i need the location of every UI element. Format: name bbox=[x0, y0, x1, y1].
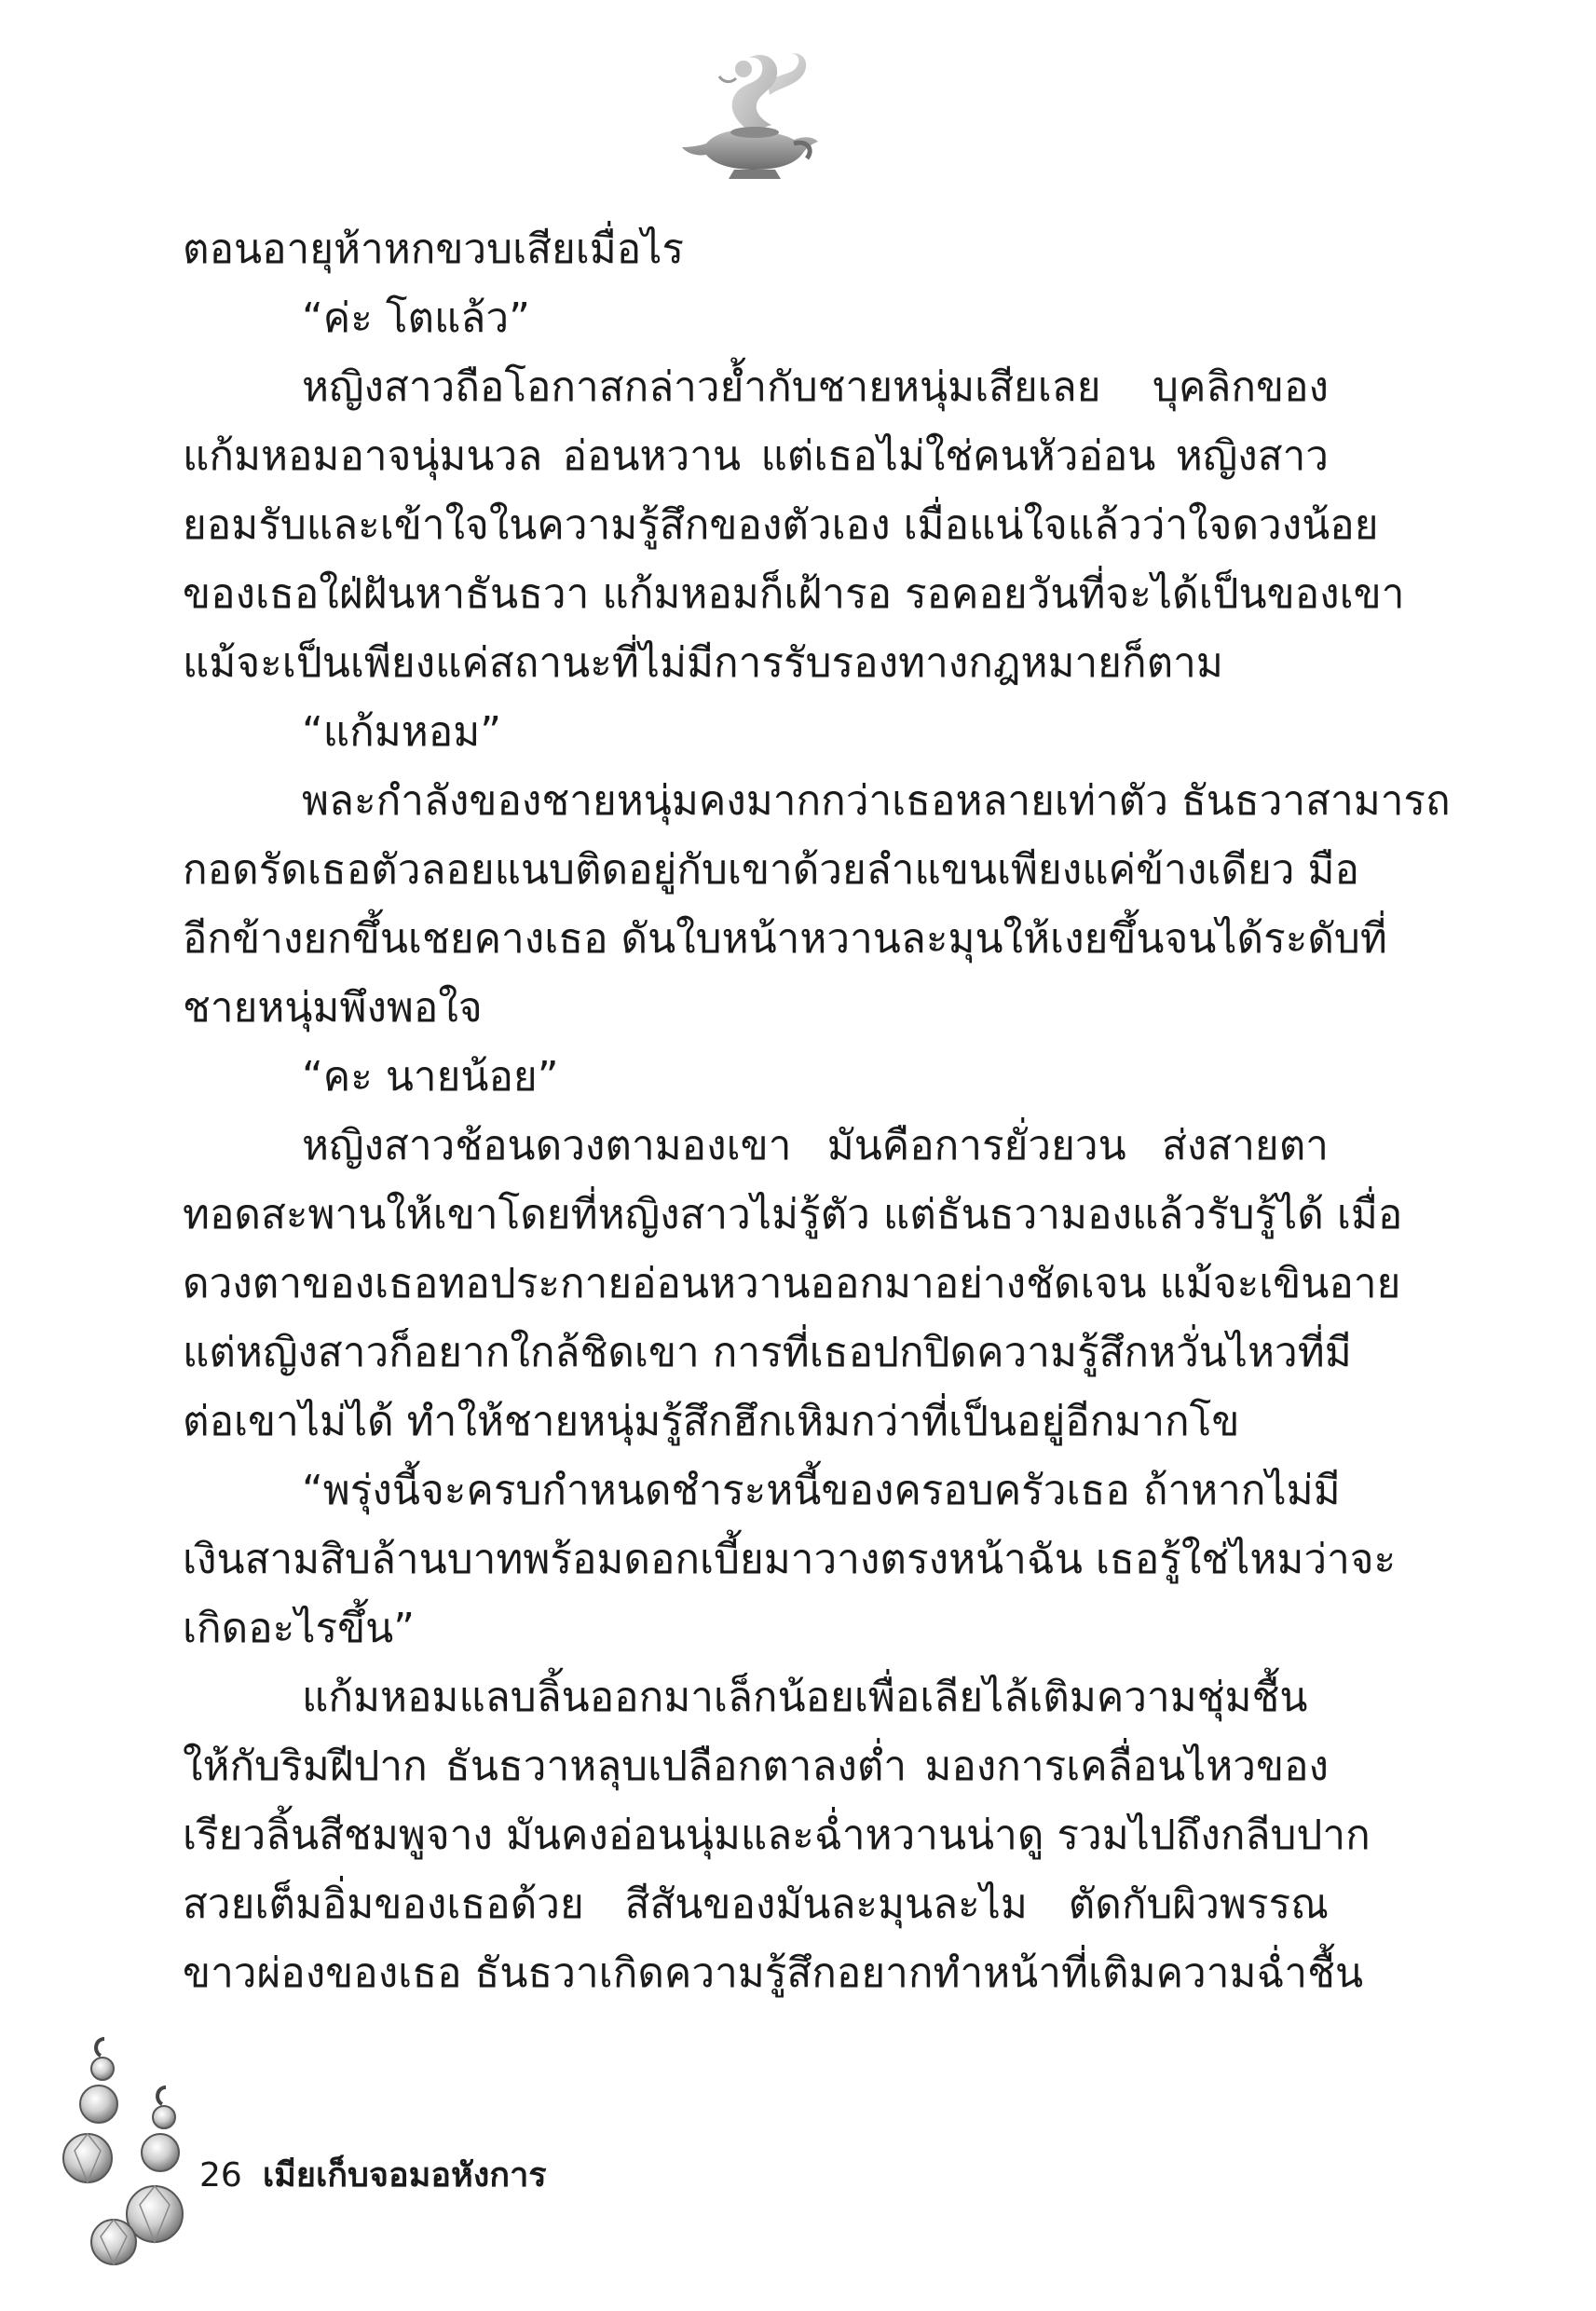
genie-lamp-ornament-icon bbox=[678, 47, 827, 186]
body-line: ทอดสะพานให้เขาโดยที่หญิงสาวไม่รู้ตัว แต่ธันธวามองแล้วรับรู้ได้ เมื่อ bbox=[183, 1191, 1403, 1238]
diamond-earring-icon bbox=[47, 2031, 205, 2302]
body-line: ชายหนุ่มพึงพอใจ bbox=[183, 984, 483, 1032]
body-line: เรียวลิ้นสีชมพูจาง มันคงอ่อนนุ่มและฉ่ำหวานน่าดู รวมไปถึงกลีบปาก bbox=[183, 1812, 1371, 1859]
body-line: ให้กับริมฝีปาก ธันธวาหลุบเปลือกตาลงต่ำ มองการเคลื่อนไหวของ bbox=[183, 1743, 1329, 1790]
paragraph-first-line: พละกำลังของชายหนุ่มคงมากกว่าเธอหลายเท่าตัว ธันธวาสามารถ bbox=[302, 777, 1451, 825]
body-line: ของเธอใฝ่ฝันหาธันธวา แก้มหอมก็เฝ้ารอ รอคอยวันที่จะได้เป็นของเขา bbox=[183, 570, 1405, 618]
dialogue-line: “แก้มหอม” bbox=[302, 708, 502, 756]
paragraph-first-line: หญิงสาวช้อนดวงตามองเขา มันคือการยั่วยวน ส่งสายตา bbox=[302, 1122, 1329, 1169]
body-line: ยอมรับและเข้าใจในความรู้สึกของตัวเอง เมื่อแน่ใจแล้วว่าใจดวงน้อย bbox=[183, 501, 1379, 549]
body-line: เงินสามสิบล้านบาทพร้อมดอกเบี้ยมาวางตรงหน้าฉัน เธอรู้ใช่ไหมว่าจะ bbox=[183, 1536, 1397, 1583]
body-line: ดวงตาของเธอทอประกายอ่อนหวานออกมาอย่างชัดเจน แม้จะเขินอาย bbox=[183, 1260, 1401, 1307]
body-line: สวยเต็มอิ่มของเธอด้วย สีสันของมันละมุนละไม ตัดกับผิวพรรณ bbox=[183, 1880, 1329, 1928]
book-title: เมียเก็บจอมอหังการ bbox=[262, 2156, 547, 2195]
body-line: เกิดอะไรขึ้น” bbox=[183, 1605, 416, 1652]
body-line: ขาวผ่องของเธอ ธันธวาเกิดความรู้สึกอยากทำหน้าที่เติมความฉ่ำชื้น bbox=[183, 1949, 1364, 1997]
paragraph-first-line: แก้มหอมแลบลิ้นออกมาเล็กน้อยเพื่อเลียไล้เติมความชุ่มชื้น bbox=[302, 1674, 1308, 1721]
page-footer bbox=[199, 2153, 547, 2199]
body-line: อีกข้างยกขึ้นเชยคางเธอ ดันใบหน้าหวานละมุนให้เงยขึ้นจนได้ระดับที่ bbox=[183, 915, 1387, 963]
dialogue-line: “ค่ะ โตแล้ว” bbox=[302, 294, 530, 342]
body-line: แต่หญิงสาวก็อยากใกล้ชิดเขา การที่เธอปกปิดความรู้สึกหวั่นไหวที่มี bbox=[183, 1329, 1352, 1376]
dialogue-line: “พรุ่งนี้จะครบกำหนดชำระหนี้ของครอบครัวเธอ ถ้าหากไม่มี bbox=[302, 1467, 1341, 1514]
body-line: กอดรัดเธอตัวลอยแนบติดอยู่กับเขาด้วยลำแขนเพียงแค่ข้างเดียว มือ bbox=[183, 846, 1359, 894]
paragraph-first-line: หญิงสาวถือโอกาสกล่าวย้ำกับชายหนุ่มเสียเลย บุคลิกของ bbox=[302, 363, 1329, 411]
page-number: 26 bbox=[199, 2156, 242, 2195]
page-body bbox=[183, 212, 1451, 2058]
body-line: ต่อเขาไม่ได้ ทำให้ชายหนุ่มรู้สึกฮึกเหิมกว่าที่เป็นอยู่อีกมากโข bbox=[183, 1398, 1240, 1445]
body-line: แม้จะเป็นเพียงแค่สถานะที่ไม่มีการรับรองทางกฎหมายก็ตาม bbox=[183, 639, 1223, 687]
dialogue-line: “คะ นายน้อย” bbox=[302, 1053, 559, 1101]
body-line: ตอนอายุห้าหกขวบเสียเมื่อไร bbox=[183, 226, 684, 273]
body-line: แก้มหอมอาจนุ่มนวล อ่อนหวาน แต่เธอไม่ใช่คนหัวอ่อน หญิงสาว bbox=[183, 432, 1329, 480]
